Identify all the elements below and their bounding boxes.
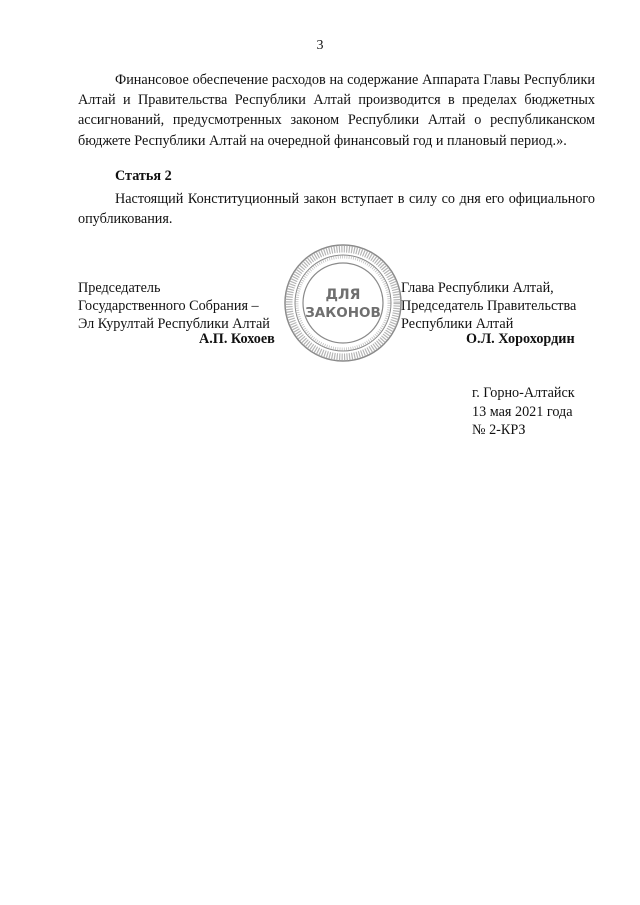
signature-right-line-2: Председатель Правительства [401,298,577,314]
date-line: 13 мая 2021 года [472,403,573,420]
signature-left-name: А.П. Кохоев [199,331,275,347]
signature-left-line-1: Председатель [78,280,161,296]
stamp-text-line-1: ДЛЯ [325,287,361,303]
city-line: г. Горно-Алтайск [472,385,575,401]
signature-left-line-3: Эл Курултай Республики Алтай [78,316,270,332]
law-number-line: № 2-КРЗ [472,422,526,438]
official-seal-stamp [283,243,403,363]
signature-block-left [78,279,270,333]
page-number: 3 [316,38,324,53]
signature-right-line-3: Республики Алтай [401,316,514,332]
article-heading: Статья 2 [115,168,172,184]
signature-right-name: О.Л. Хорохордин [466,331,575,347]
place-date-number-block [472,384,575,440]
paragraph-financing: Финансовое обеспечение расходов на содержание Аппарата Главы Республики Алтай и Правительства Республики Алтай производится в пределах бюджетных ассигнований, предусмотренных законом Республики Алтай о республиканском бюджете Республики Алтай на очередной финансовый год и плановый период.». [78,72,595,149]
signature-block-right [401,279,576,333]
signature-right-line-1: Глава Республики Алтай, [401,280,554,296]
signature-left-line-2: Государственного Собрания – [78,298,259,314]
paragraph-entry-into-force: Настоящий Конституционный закон вступает в силу со дня его официального опубликования. [78,191,595,228]
stamp-text-line-2: ЗАКОНОВ [305,305,381,321]
